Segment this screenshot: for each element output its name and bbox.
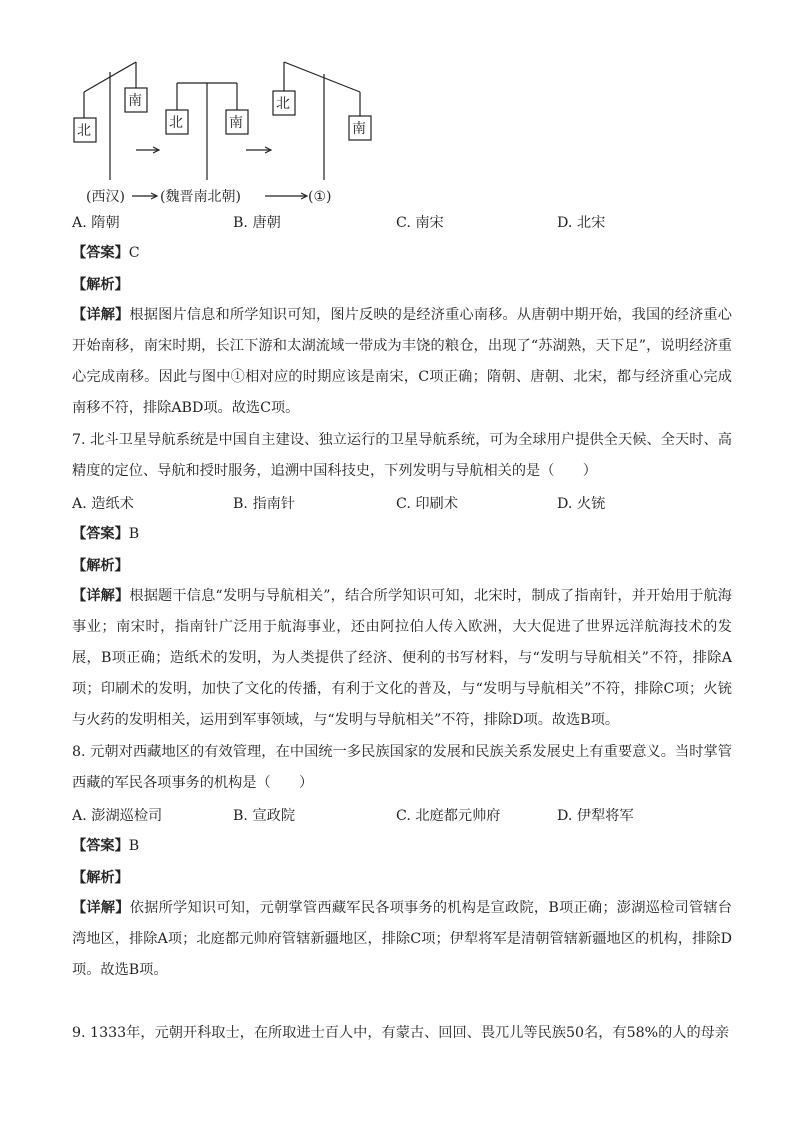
scale1-north-label: 北: [77, 123, 91, 139]
q6-answer: 【答案】C: [72, 245, 140, 261]
q7-detail: 【详解】根据题干信息“发明与导航相关”，结合所学知识可知，北宋时，制成了指南针，并开始用于航海事业；南宋时，指南针广泛用于航海事业，还由阿拉伯人传入欧洲，大大促进了世界远洋航海技术的发展，B项正确；造纸术的发明，为人类提供了经济、便利的书写材料，与“发明与导航相关”不符，排除A项；印刷术的发明，加快了文化的传播，有利于文化的普及，与“发明与导航相关”不符，排除C项；火铳与火药的发明相关，运用到军事领域，与“发明与导航相关”不符，排除D项。故选B项。: [72, 588, 732, 728]
q8-answer: 【答案】B: [72, 838, 140, 854]
q7-analysis-label: 【解析】: [72, 558, 129, 574]
stage-label-xihan: (西汉): [86, 189, 125, 205]
q8-option-d: D. 伊犁将军: [557, 808, 634, 824]
scale2-north-label: 北: [169, 115, 183, 131]
stage-label-unknown: (①): [308, 189, 332, 205]
q7-option-c: C. 印刷术: [396, 496, 458, 512]
q7-answer: 【答案】B: [72, 526, 140, 542]
scale2-south-label: 南: [229, 115, 243, 131]
q7-option-a: A. 造纸术: [72, 496, 134, 512]
scale3-south-label: 南: [352, 121, 366, 137]
q6-detail: 【详解】根据图片信息和所学知识可知，图片反映的是经济重心南移。从唐朝中期开始，我国的经济重心开始南移，南宋时期，长江下游和太湖流域一带成为丰饶的粮仓，出现了“苏湖熟，天下足”，说明经济重心完成南移。因此与图中①相对应的时期应该是南宋，C项正确；隋朝、唐朝、北宋，都与经济重心完成南移不符，排除ABD项。故选C项。: [72, 307, 732, 416]
scale3-north-label: 北: [276, 96, 290, 112]
q7-option-d: D. 火铳: [557, 496, 606, 512]
q6-option-c: C. 南宋: [396, 215, 444, 231]
q8-stem: 8. 元朝对西藏地区的有效管理，在中国统一多民族国家的发展和民族关系发展史上有重要意义。当时掌管西藏的军民各项事务的机构是（ ）: [72, 744, 732, 791]
economic-center-diagram: [60, 52, 400, 212]
q6-analysis-label: 【解析】: [72, 277, 129, 293]
q8-option-a: A. 澎湖巡检司: [72, 808, 163, 824]
q9-stem: 9. 1333年，元朝开科取士，在所取进士百人中，有蒙古、回回、畏兀儿等民族50名，有58%的人的母亲: [72, 1025, 730, 1041]
q8-option-b: B. 宣政院: [233, 808, 296, 824]
stage-label-weijin: (魏晋南北朝): [160, 189, 241, 205]
q6-option-d: D. 北宋: [557, 215, 606, 231]
q8-analysis-label: 【解析】: [72, 870, 129, 886]
q8-option-c: C. 北庭都元帅府: [396, 808, 501, 824]
q6-option-b: B. 唐朝: [233, 215, 281, 231]
q7-option-b: B. 指南针: [233, 496, 296, 512]
scale1-south-label: 南: [128, 93, 142, 109]
q7-stem: 7. 北斗卫星导航系统是中国自主建设、独立运行的卫星导航系统，可为全球用户提供全天候、全天时、高精度的定位、导航和授时服务，追溯中国科技史，下列发明与导航相关的是（ ）: [72, 432, 732, 479]
q6-option-a: A. 隋朝: [72, 215, 120, 231]
q8-detail: 【详解】依据所学知识可知，元朝掌管西藏军民各项事务的机构是宣政院，B项正确；澎湖巡检司管辖台湾地区，排除A项；北庭都元帅府管辖新疆地区，排除C项；伊犁将军是清朝管辖新疆地区的机构，排除D项。故选B项。: [72, 900, 732, 978]
